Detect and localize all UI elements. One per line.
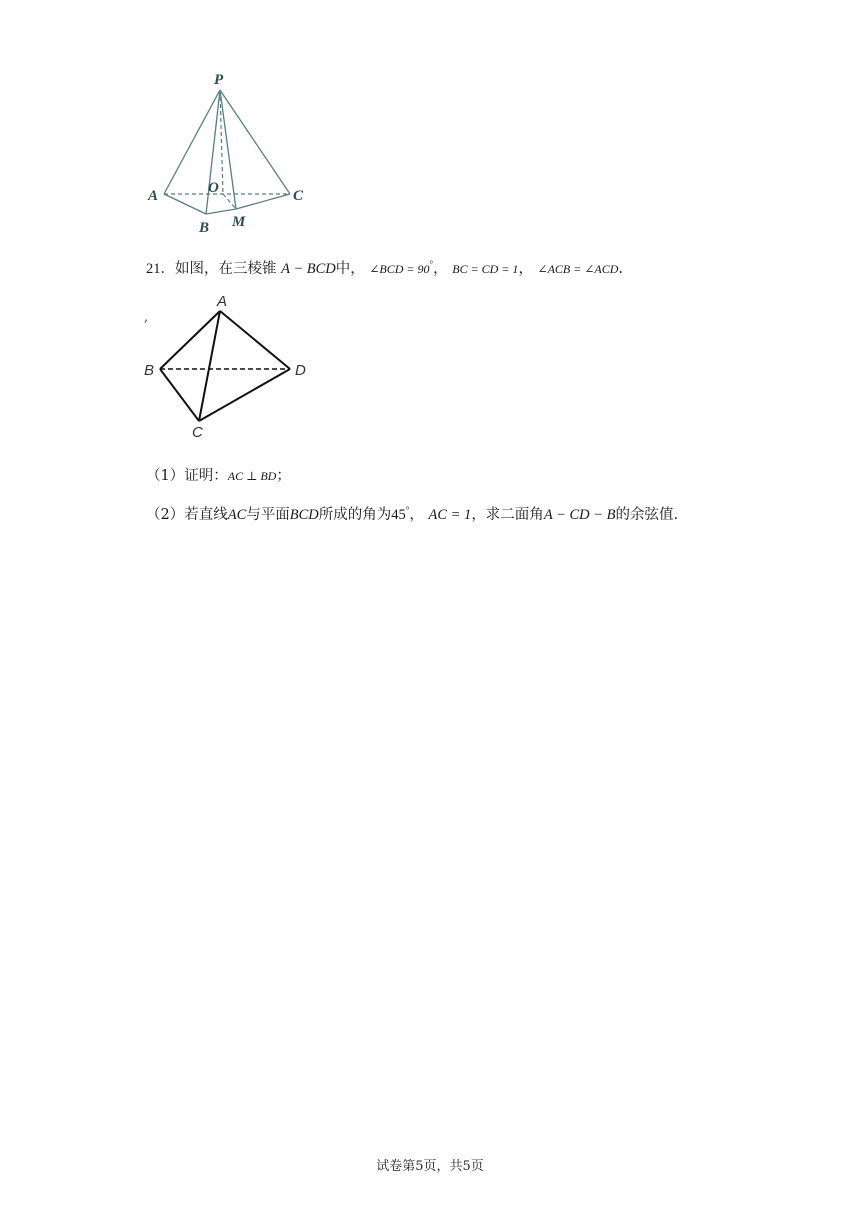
pyramid-name: A − BCD	[281, 261, 336, 277]
dihedral-angle: A − CD − B	[543, 507, 616, 523]
part-2-text-4: ，求二面角	[471, 507, 544, 523]
ac-length: AC = 1	[428, 507, 472, 523]
degree-mark: °	[429, 259, 434, 269]
part-2-text-1: （2）若直线	[146, 507, 228, 523]
part-2	[146, 500, 678, 525]
label-p: P	[214, 72, 224, 88]
edge-cd	[199, 369, 290, 421]
label-b: B	[144, 362, 155, 379]
part-2-text-3: 所成的角为	[318, 507, 392, 523]
line-ac: AC	[227, 507, 247, 523]
end-period: .	[618, 261, 624, 277]
question-number: 21．	[146, 261, 175, 277]
edge-pa	[164, 90, 220, 194]
angle-bcd: ∠BCD = 90	[369, 262, 430, 276]
question-21-statement	[146, 254, 623, 279]
page-footer: 试卷第5页，共5页	[376, 1159, 484, 1174]
edge-mc	[236, 194, 290, 209]
label-c: C	[293, 188, 304, 204]
edge-ad	[220, 311, 290, 369]
label-d: D	[295, 362, 306, 379]
label-b: B	[199, 220, 210, 236]
edge-pc	[220, 90, 290, 194]
pyramid-figure-pabc	[140, 66, 320, 241]
edge-bc	[160, 369, 199, 421]
part-2-sep: ，	[409, 507, 424, 523]
bc-cd-equation: BC = CD = 1	[452, 262, 519, 276]
plane-bcd: BCD	[289, 507, 319, 523]
degree-mark-2: °	[405, 505, 410, 515]
intro-text-1: 如图，在三棱锥	[175, 261, 277, 277]
label-c: C	[192, 424, 203, 440]
angle-value: 45	[391, 507, 406, 523]
part-2-text-2: 与平面	[246, 507, 290, 523]
label-o: O	[208, 180, 219, 196]
perpendicular-statement: AC ⊥ BD	[227, 469, 277, 483]
label-a: A	[148, 188, 159, 204]
angle-equality: ∠ACB = ∠ACD	[537, 262, 619, 276]
edge-ab	[164, 194, 206, 214]
part-1-end: ；	[276, 468, 291, 484]
intro-text-2: 中，	[335, 261, 365, 277]
tetrahedron-figure-abcd	[140, 290, 320, 440]
separator-1: ，	[433, 261, 448, 277]
label-m: M	[232, 214, 246, 230]
label-a: A	[217, 293, 228, 310]
part-1	[146, 466, 291, 486]
stray-mark: ,	[144, 310, 149, 325]
part-1-label: （1）证明：	[146, 468, 228, 484]
part-2-text-5: 的余弦值.	[615, 507, 679, 523]
separator-2: ，	[518, 261, 533, 277]
